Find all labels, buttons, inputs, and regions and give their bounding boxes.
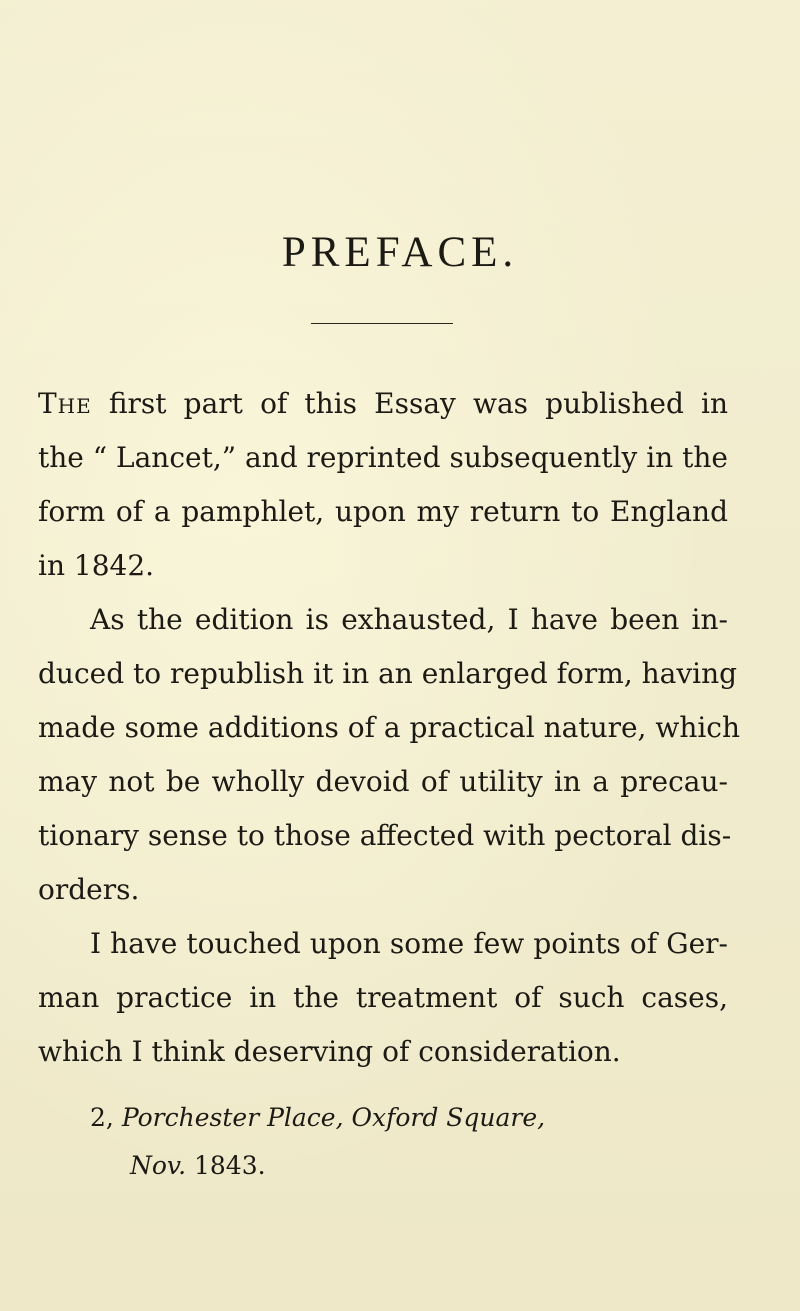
date-year: 1843. <box>193 1151 266 1180</box>
lead-word: The <box>38 387 92 420</box>
title-divider <box>311 323 453 324</box>
page-title: PREFACE. <box>281 229 519 276</box>
text-line: I have touched upon some few points of Ger- <box>90 927 728 960</box>
text-line: orders. <box>38 873 140 906</box>
signature-date-line <box>90 1142 545 1190</box>
text-line: made some additions of a practical nature, which <box>38 711 741 744</box>
text-line: man practice in the treatment of such cases, <box>38 981 728 1014</box>
signature-address-line <box>90 1094 545 1142</box>
text-line: The first part of this Essay was published in <box>38 387 728 420</box>
text-line: the “ Lancet,” and reprinted subsequently in the <box>38 441 728 474</box>
text-line: may not be wholly devoid of utility in a precau- <box>38 765 728 798</box>
text-line: As the edition is exhausted, I have been in- <box>90 603 728 636</box>
address-number: 2, <box>90 1103 114 1132</box>
preface-body <box>38 377 741 1079</box>
signature-block <box>90 1094 545 1190</box>
date-month: Nov. <box>130 1151 187 1180</box>
text-line: form of a pamphlet, upon my return to England <box>38 495 728 528</box>
text-line: tionary sense to those affected with pectoral dis- <box>38 819 732 852</box>
text-line: which I think deserving of consideration. <box>38 1035 621 1068</box>
address-text: Porchester Place, Oxford Square, <box>121 1103 546 1132</box>
text-line: in 1842. <box>38 549 155 582</box>
text-line: duced to republish it in an enlarged form, having <box>38 657 738 690</box>
